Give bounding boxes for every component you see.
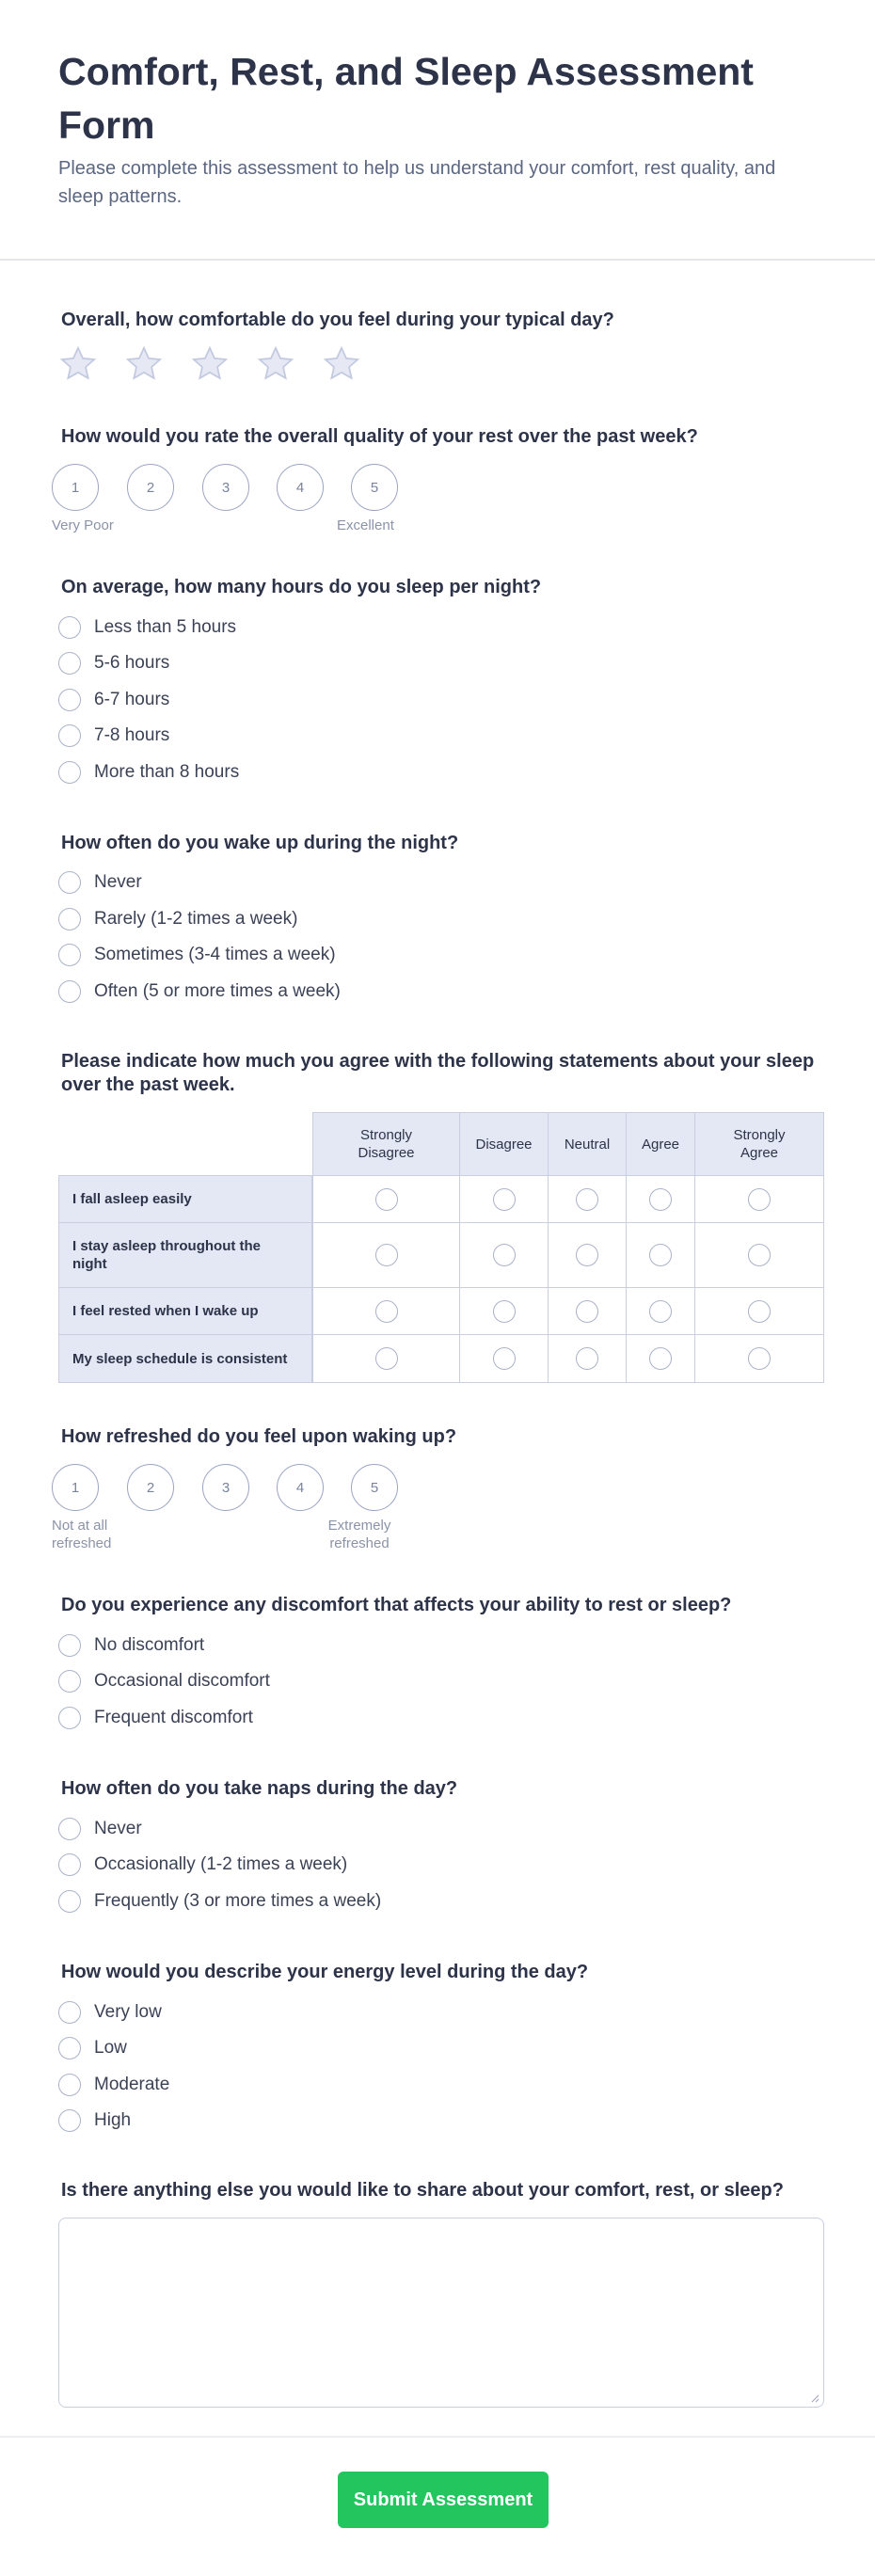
radio-option[interactable] [58,1632,204,1659]
scale-option-3[interactable]: 3 [202,464,249,511]
scale-option-5[interactable]: 5 [351,464,398,511]
question-sleep-hours-label: On average, how many hours do you sleep per night? [61,577,542,597]
matrix-row-label: My sleep schedule is consistent [58,1334,312,1383]
star-icon[interactable] [322,344,361,384]
scale-max-label: Extremely refreshed [327,1518,391,1551]
radio-button[interactable] [649,1347,672,1370]
scale-option-2[interactable]: 2 [127,1464,174,1511]
question-energy-label: How would you describe your energy level during the day? [61,1962,589,1982]
scale-option-1[interactable]: 1 [52,1464,99,1511]
scale-min-label: Not at all refreshed [52,1518,112,1551]
radio-option-label: 5-6 hours [94,653,170,673]
radio-option[interactable] [58,723,169,749]
matrix-row-label: I stay asleep throughout the night [58,1222,312,1288]
matrix-cell[interactable] [694,1222,824,1288]
scale-option-1[interactable]: 1 [52,464,99,511]
additional-comments-textarea[interactable] [58,2218,824,2408]
scale-option-3[interactable]: 3 [202,1464,249,1511]
radio-button[interactable] [748,1188,771,1211]
matrix-cell[interactable] [312,1175,460,1223]
radio-option[interactable] [58,614,236,641]
radio-option[interactable] [58,1816,142,1842]
radio-button[interactable] [58,980,81,1003]
radio-option-label: 7-8 hours [94,725,170,745]
matrix-cell[interactable] [626,1334,695,1383]
radio-option-label: Occasional discomfort [94,1671,270,1691]
radio-button[interactable] [748,1300,771,1323]
radio-option-label: More than 8 hours [94,762,240,782]
scale-option-2[interactable]: 2 [127,464,174,511]
radio-option-label: Sometimes (3-4 times a week) [94,945,336,964]
radio-button[interactable] [58,1707,81,1729]
matrix-column-header: Strongly Disagree [312,1112,460,1176]
radio-option-label: Frequent discomfort [94,1708,253,1727]
radio-option-label: Rarely (1-2 times a week) [94,909,298,929]
matrix-cell[interactable] [548,1287,627,1335]
question-naps-label: How often do you take naps during the day? [61,1778,458,1799]
matrix-cell[interactable] [312,1222,460,1288]
matrix-cell[interactable] [459,1334,549,1383]
radio-option-label: 6-7 hours [94,690,170,709]
radio-option[interactable] [58,1668,270,1694]
radio-button[interactable] [58,944,81,966]
rest-quality-scale [52,464,409,513]
matrix-cell[interactable] [459,1222,549,1288]
matrix-cell[interactable] [459,1287,549,1335]
question-comfort-label: Overall, how comfortable do you feel during your typical day? [61,310,614,330]
radio-button[interactable] [58,689,81,711]
radio-button[interactable] [58,652,81,675]
star-icon[interactable] [256,344,295,384]
radio-button[interactable] [58,2109,81,2132]
submit-button[interactable]: Submit Assessment [338,2472,549,2528]
matrix-cell[interactable] [459,1175,549,1223]
radio-button[interactable] [493,1188,516,1211]
radio-option-label: No discomfort [94,1635,205,1655]
radio-button[interactable] [58,1634,81,1657]
radio-button[interactable] [493,1244,516,1266]
matrix-cell[interactable] [548,1222,627,1288]
radio-option-label: Frequently (3 or more times a week) [94,1891,382,1911]
radio-option[interactable] [58,942,336,968]
radio-button[interactable] [58,1818,81,1840]
matrix-row-label: I fall asleep easily [58,1175,312,1223]
question-agreement-label-line2: over the past week. [61,1074,235,1095]
radio-button[interactable] [375,1244,398,1266]
matrix-cell[interactable] [626,1175,695,1223]
radio-option[interactable] [58,2107,131,2134]
star-icon[interactable] [124,344,164,384]
radio-button[interactable] [493,1300,516,1323]
matrix-cell[interactable] [312,1334,460,1383]
radio-button[interactable] [748,1347,771,1370]
footer-divider [0,2436,875,2438]
radio-button[interactable] [58,1853,81,1876]
radio-option[interactable] [58,2072,169,2098]
radio-button[interactable] [58,871,81,894]
radio-option[interactable] [58,650,169,676]
radio-button[interactable] [58,761,81,784]
question-additional-comments-label: Is there anything else you would like to share about your comfort, rest, or sleep? [61,2180,784,2201]
radio-option-label: Very low [94,2002,162,2022]
radio-button[interactable] [493,1347,516,1370]
radio-option[interactable] [58,1705,253,1731]
radio-button[interactable] [58,1670,81,1693]
matrix-column-header: Neutral [548,1112,627,1176]
scale-option-5[interactable]: 5 [351,1464,398,1511]
matrix-column-header: Strongly Agree [694,1112,824,1176]
question-wake-up-label: How often do you wake up during the night? [61,833,459,853]
radio-button[interactable] [576,1188,598,1211]
radio-option-label: Often (5 or more times a week) [94,981,341,1001]
radio-option-label: Moderate [94,2075,170,2094]
form-subtitle: Please complete this assessment to help us understand your comfort, rest quality, and sleep patterns. [58,158,776,207]
matrix-cell[interactable] [548,1175,627,1223]
radio-option[interactable] [58,906,297,932]
resize-handle-icon[interactable] [810,2393,819,2403]
radio-button[interactable] [58,1890,81,1913]
radio-button[interactable] [58,616,81,639]
matrix-column-header: Disagree [459,1112,549,1176]
scale-option-4[interactable]: 4 [277,1464,324,1511]
question-refreshed-label: How refreshed do you feel upon waking up? [61,1426,457,1447]
radio-button[interactable] [576,1347,598,1370]
question-agreement-label-line1: Please indicate how much you agree with the following statements about your sleep [61,1051,815,1072]
radio-option[interactable] [58,1888,381,1915]
matrix-row-label: I feel rested when I wake up [58,1287,312,1335]
radio-button[interactable] [58,2074,81,2096]
matrix-cell[interactable] [626,1222,695,1288]
radio-button[interactable] [58,724,81,747]
agreement-matrix [58,1112,824,1383]
refreshed-scale [52,1464,409,1513]
radio-option-label: Never [94,872,142,892]
radio-option[interactable] [58,978,341,1005]
question-rest-quality-label: How would you rate the overall quality of your rest over the past week? [61,426,698,447]
radio-button[interactable] [375,1300,398,1323]
radio-option[interactable] [58,869,142,896]
radio-option-label: Never [94,1819,142,1838]
radio-button[interactable] [748,1244,771,1266]
radio-button[interactable] [375,1347,398,1370]
radio-button[interactable] [649,1300,672,1323]
matrix-cell[interactable] [626,1287,695,1335]
form-header [0,0,875,261]
radio-option[interactable] [58,1999,162,2026]
star-icon[interactable] [58,344,98,384]
radio-button[interactable] [58,2001,81,2024]
radio-option-label: Occasionally (1-2 times a week) [94,1854,348,1874]
radio-button[interactable] [649,1244,672,1266]
radio-button[interactable] [58,908,81,930]
scale-option-4[interactable]: 4 [277,464,324,511]
star-icon[interactable] [190,344,230,384]
matrix-cell[interactable] [312,1287,460,1335]
radio-option[interactable] [58,1852,347,1878]
radio-option-label: Less than 5 hours [94,617,237,637]
radio-button[interactable] [375,1188,398,1211]
radio-option[interactable] [58,759,239,786]
scale-max-label: Excellent [337,517,394,533]
radio-option-label: Low [94,2038,127,2058]
matrix-column-header: Agree [626,1112,695,1176]
scale-min-label: Very Poor [52,517,114,533]
radio-option-label: High [94,2110,132,2130]
radio-option[interactable] [58,687,169,713]
question-discomfort-label: Do you experience any discomfort that affects your ability to rest or sleep? [61,1595,732,1615]
matrix-cell[interactable] [694,1287,824,1335]
radio-button[interactable] [576,1300,598,1323]
matrix-cell[interactable] [694,1175,824,1223]
matrix-cell[interactable] [694,1334,824,1383]
radio-button[interactable] [58,2037,81,2059]
radio-button[interactable] [576,1244,598,1266]
matrix-cell[interactable] [548,1334,627,1383]
radio-option[interactable] [58,2035,127,2061]
radio-button[interactable] [649,1188,672,1211]
form-title: Comfort, Rest, and Sleep Assessment Form [58,50,754,147]
